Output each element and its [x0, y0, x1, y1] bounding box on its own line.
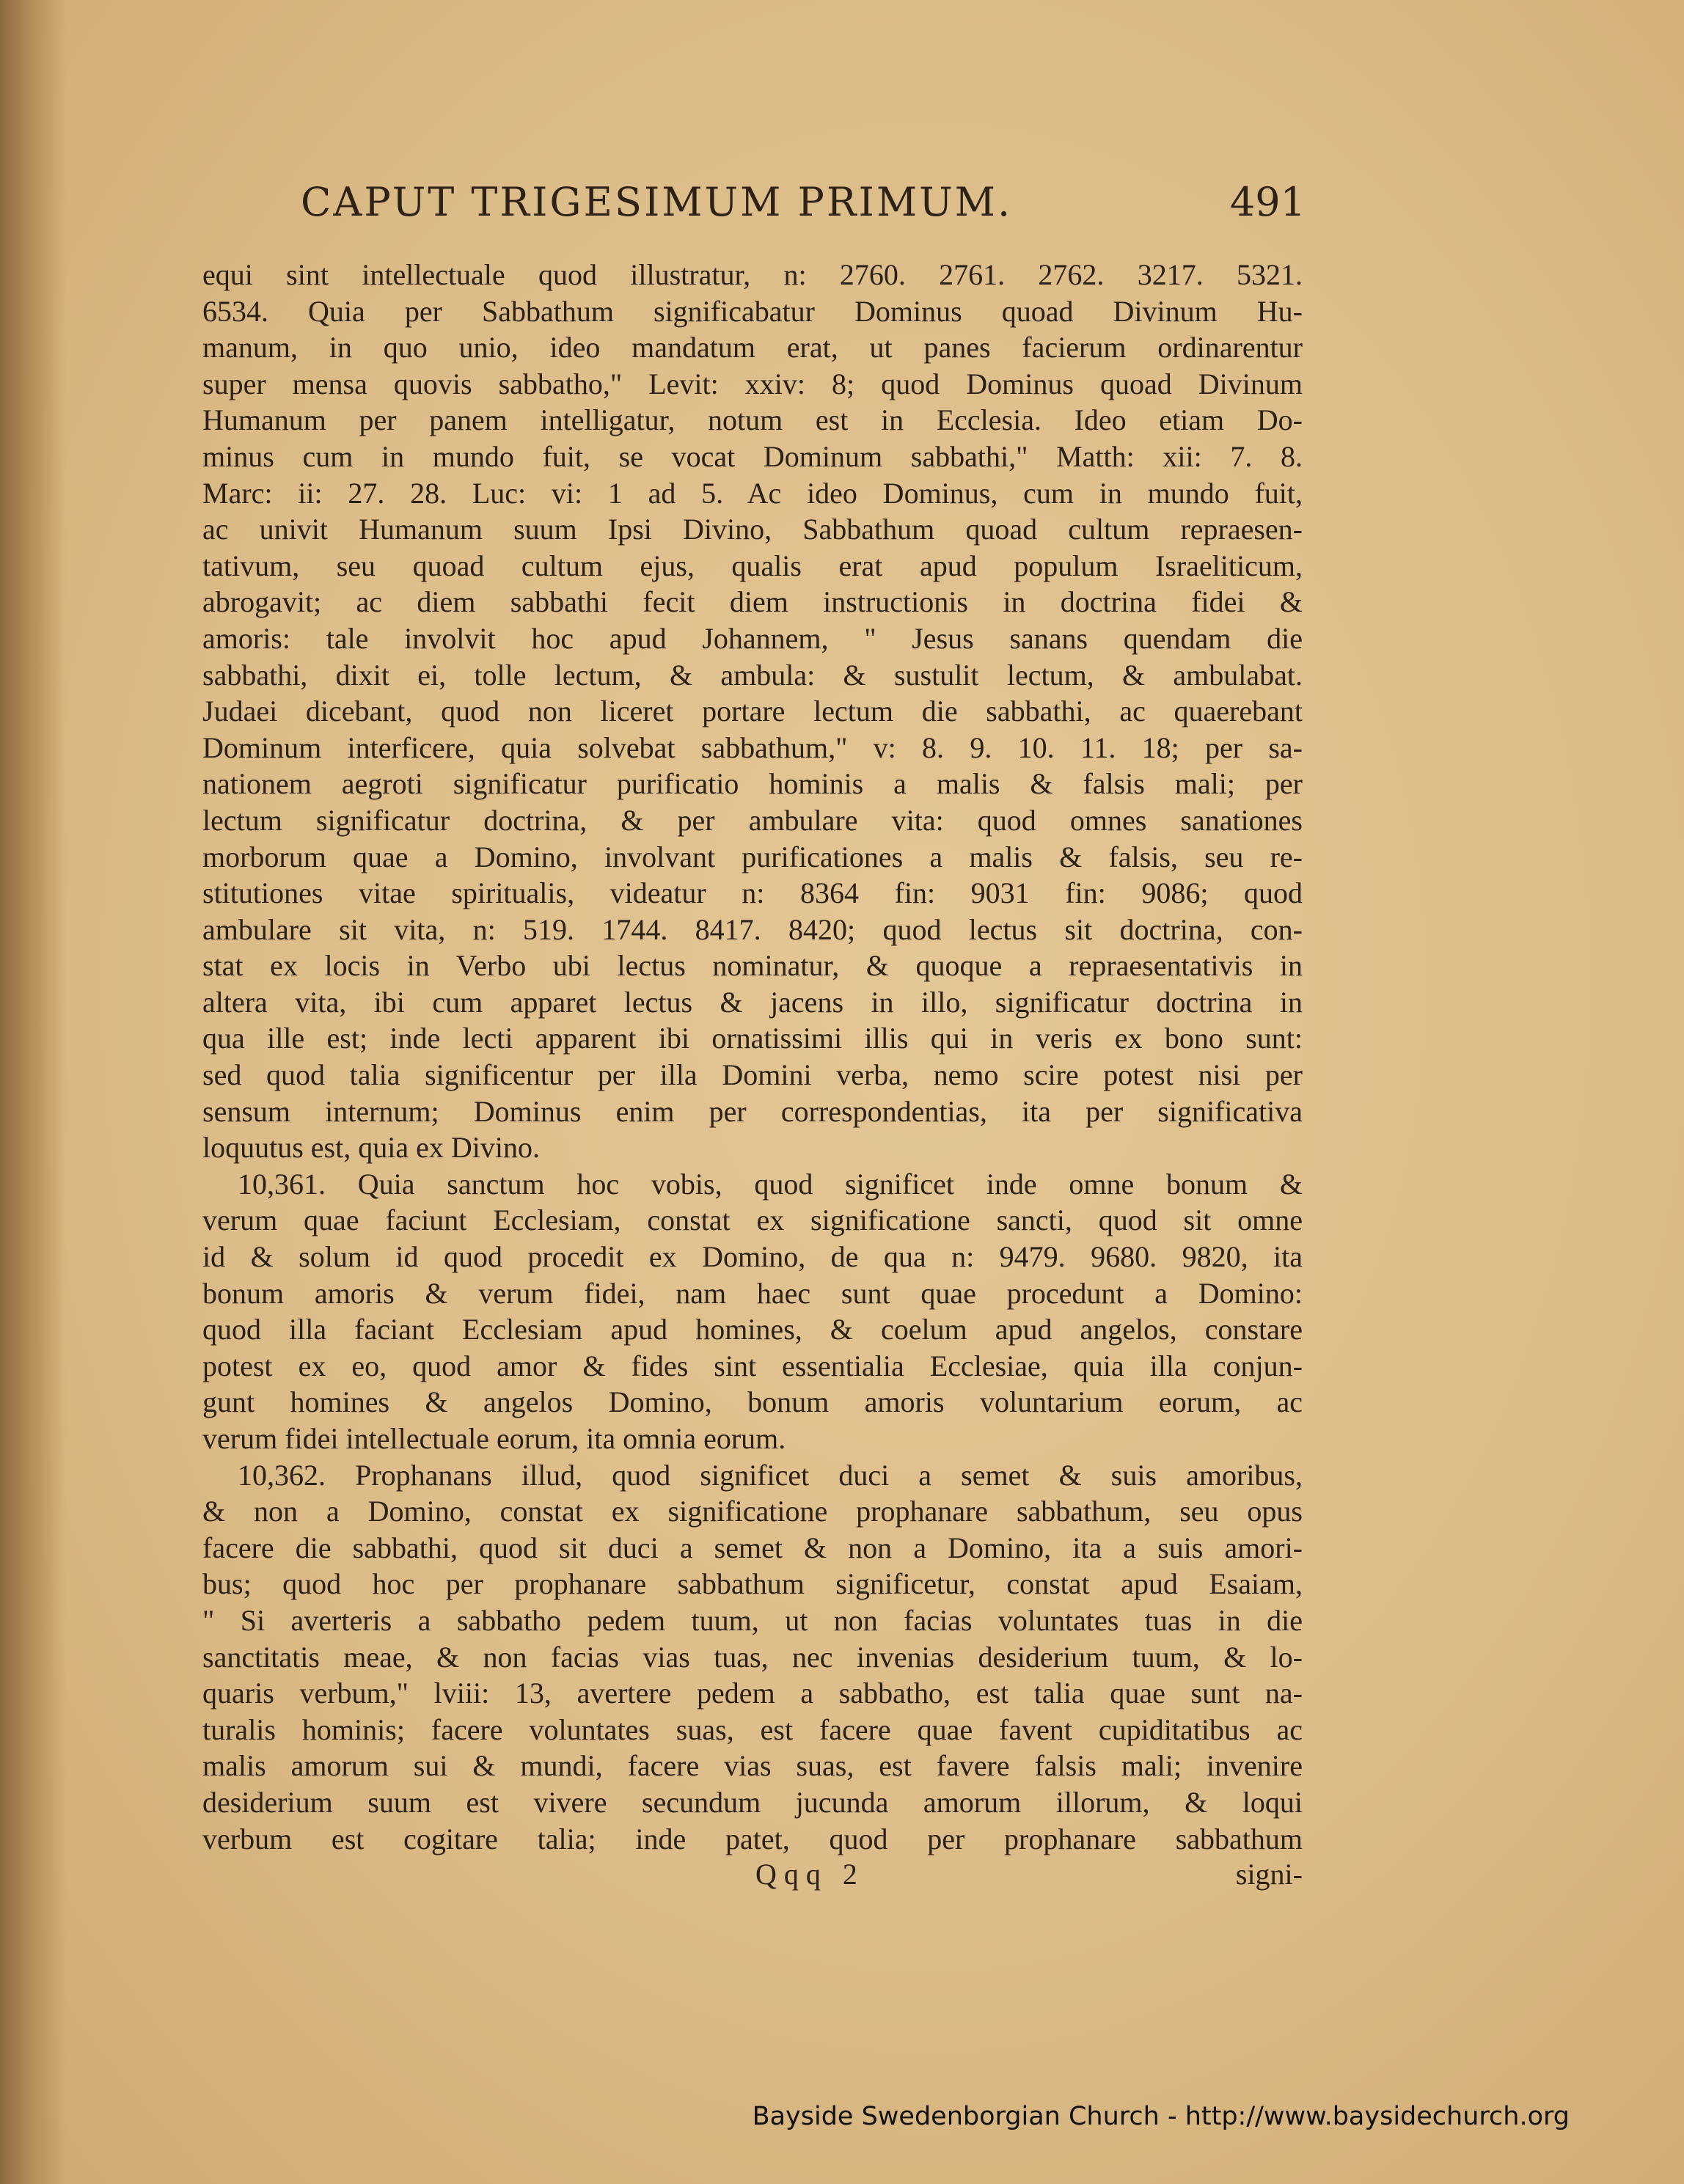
text-line: malis amorum sui & mundi, facere vias suas, est favere falsis mali; invenire: [202, 1749, 1303, 1783]
text-line: 10,362. Prophanans illud, quod significet duci a semet & suis amoribus,: [238, 1458, 1303, 1492]
page-number: 491: [1229, 179, 1306, 225]
text-line: qua ille est; inde lecti apparent ibi ornatissimi illis qui in veris ex bono sunt:: [202, 1022, 1303, 1055]
text-line: quaris verbum," lviii: 13, avertere pedem a sabbatho, est talia quae sunt na-: [202, 1677, 1303, 1710]
text-line: manum, in quo unio, ideo mandatum erat, ut panes facierum ordinarentur: [202, 331, 1303, 364]
text-line: ac univit Humanum suum Ipsi Divino, Sabbathum quoad cultum repraesen-: [202, 513, 1303, 546]
text-line: ambulare sit vita, n: 519. 1744. 8417. 8420; quod lectus sit doctrina, con-: [202, 912, 1303, 946]
catchword: signi-: [1235, 1858, 1303, 1891]
text-line: desiderium suum est vivere secundum jucunda amorum illorum, & loqui: [202, 1785, 1303, 1819]
text-line: lectum significatur doctrina, & per ambulare vita: quod omnes sanationes: [202, 803, 1303, 837]
text-line: equi sint intellectuale quod illustratur, n: 2760. 2761. 2762. 3217. 5321.: [202, 258, 1303, 291]
text-line: nationem aegroti significatur purificatio hominis a malis & falsis mali; per: [202, 767, 1303, 801]
text-line: loquutus est, quia ex Divino.: [202, 1131, 540, 1165]
text-line: potest ex eo, quod amor & fides sint essentialia Ecclesiae, quia illa conjun-: [202, 1349, 1303, 1382]
watermark-credit: Bayside Swedenborgian Church - http://www.baysidechurch.org: [752, 2102, 1570, 2131]
text-line: Dominum interficere, quia solvebat sabbathum," v: 8. 9. 10. 11. 18; per sa-: [202, 730, 1303, 764]
text-line: minus cum in mundo fuit, se vocat Dominum sabbathi," Matth: xii: 7. 8.: [202, 439, 1303, 473]
text-line: id & solum id quod procedit ex Domino, de qua n: 9479. 9680. 9820, ita: [202, 1240, 1303, 1274]
text-line: altera vita, ibi cum apparet lectus & jacens in illo, significatur doctrina in: [202, 985, 1303, 1019]
text-line: stat ex locis in Verbo ubi lectus nominatur, & quoque a repraesentativis in: [202, 949, 1303, 983]
text-line: sensum internum; Dominus enim per correspondentias, ita per significativa: [202, 1094, 1303, 1128]
text-line: verum fidei intellectuale eorum, ita omnia eorum.: [202, 1422, 786, 1455]
text-line: Marc: ii: 27. 28. Luc: vi: 1 ad 5. Ac ideo Dominus, cum in mundo fuit,: [202, 476, 1303, 510]
text-line: bus; quod hoc per prophanare sabbathum significetur, constat apud Esaiam,: [202, 1567, 1303, 1601]
text-line: 10,361. Quia sanctum hoc vobis, quod significet inde omne bonum &: [238, 1167, 1303, 1201]
text-line: sed quod talia significentur per illa Domini verba, nemo scire potest nisi per: [202, 1058, 1303, 1092]
text-line: stitutiones vitae spiritualis, videatur n: 8364 fin: 9031 fin: 9086; quod: [202, 876, 1303, 910]
text-line: amoris: tale involvit hoc apud Johannem, " Jesus sanans quendam die: [202, 621, 1303, 655]
body-text: [202, 257, 1303, 1857]
text-line: super mensa quovis sabbatho," Levit: xxiv: 8; quod Dominus quoad Divinum: [202, 367, 1303, 400]
text-line: sanctitatis meae, & non facias vias tuas, nec invenias desiderium tuum, & lo-: [202, 1640, 1303, 1674]
text-line: bonum amoris & verum fidei, nam haec sunt quae procedunt a Domino:: [202, 1276, 1303, 1310]
running-head: [301, 179, 1306, 238]
text-line: tativum, seu quoad cultum ejus, qualis erat apud populum Israeliticum,: [202, 549, 1303, 582]
text-line: verbum est cogitare talia; inde patet, quod per prophanare sabbathum: [202, 1822, 1303, 1855]
chapter-title: CAPUT TRIGESIMUM PRIMUM.: [301, 179, 1013, 225]
text-line: sabbathi, dixit ei, tolle lectum, & ambula: & sustulit lectum, & ambulabat.: [202, 658, 1303, 692]
text-line: turalis hominis; facere voluntates suas, est facere quae favent cupiditatibus ac: [202, 1712, 1303, 1746]
text-line: facere die sabbathi, quod sit duci a semet & non a Domino, ita a suis amori-: [202, 1531, 1303, 1564]
text-line: verum quae faciunt Ecclesiam, constat ex significatione sancti, quod sit omne: [202, 1203, 1303, 1237]
text-line: abrogavit; ac diem sabbathi fecit diem instructionis in doctrina fidei &: [202, 585, 1303, 619]
signature-mark: Qqq 2: [755, 1858, 865, 1891]
gutter-shadow: [0, 0, 66, 2184]
text-line: quod illa faciant Ecclesiam apud homines, & coelum apud angelos, constare: [202, 1313, 1303, 1346]
text-line: morborum quae a Domino, involvant purificationes a malis & falsis, seu re-: [202, 840, 1303, 873]
text-line: Judaei dicebant, quod non liceret portare lectum die sabbathi, ac quaerebant: [202, 695, 1303, 728]
text-line: & non a Domino, constat ex significatione prophanare sabbathum, seu opus: [202, 1495, 1303, 1528]
text-line: " Si averteris a sabbatho pedem tuum, ut non facias voluntates tuas in die: [202, 1603, 1303, 1637]
text-line: 6534. Quia per Sabbathum significabatur Dominus quoad Divinum Hu-: [202, 294, 1303, 328]
text-line: Humanum per panem intelligatur, notum est in Ecclesia. Ideo etiam Do-: [202, 403, 1303, 437]
text-line: gunt homines & angelos Domino, bonum amoris voluntarium eorum, ac: [202, 1385, 1303, 1419]
